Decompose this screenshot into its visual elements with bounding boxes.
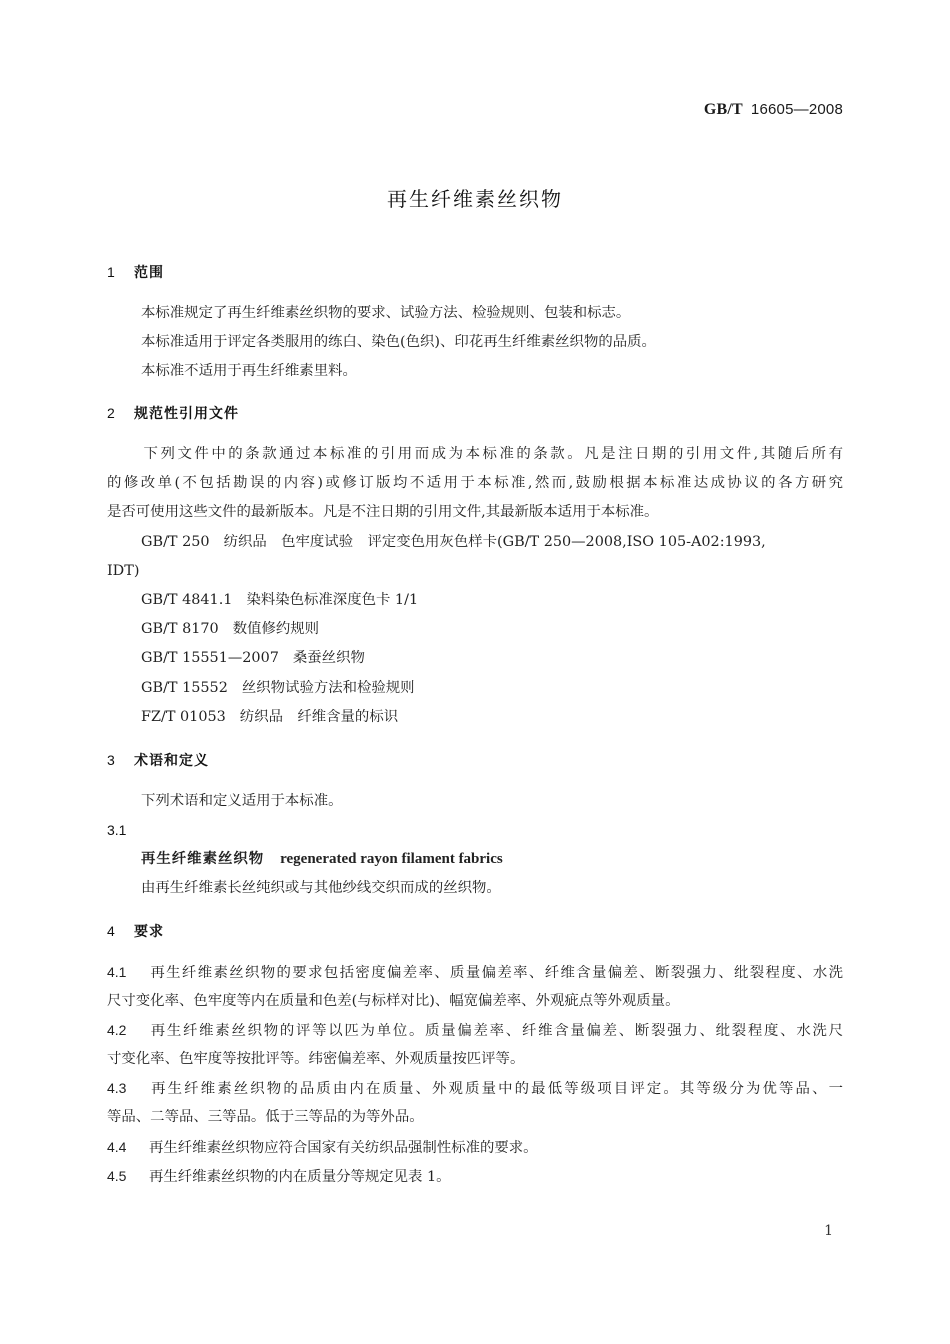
clause-text: 再生纤维素丝织物的要求包括密度偏差率、质量偏差率、纤维含量偏差、断裂强力、纰裂程度、水洗 bbox=[149, 965, 843, 981]
document-title: 再生纤维素丝织物 bbox=[387, 187, 563, 211]
section-heading-1 bbox=[107, 262, 164, 283]
text: 下列文件中的条款通过本标准的引用而成为本标准的条款。凡是注日期的引用文件,其随后所有 bbox=[141, 446, 843, 462]
clause-text: 再生纤维素丝织物的品质由内在质量、外观质量中的最低等级项目评定。其等级分为优等品、一 bbox=[149, 1081, 843, 1097]
clause-number: 4.2 bbox=[107, 1022, 127, 1038]
section-title: 规范性引用文件 bbox=[134, 406, 239, 422]
clause-4-2-line-1 bbox=[107, 1020, 843, 1041]
reference-continuation: IDT) bbox=[107, 563, 140, 579]
term-chinese: 再生纤维素丝织物 bbox=[141, 851, 265, 867]
clause-text: 再生纤维素丝织物的评等以匹为单位。质量偏差率、纤维含量偏差、断裂强力、纰裂程度、水洗尺 bbox=[149, 1023, 843, 1039]
section-number: 4 bbox=[107, 923, 115, 939]
clause-4-5 bbox=[107, 1166, 451, 1187]
reference-code: GB/T 8170 bbox=[141, 621, 219, 637]
clause-text: 再生纤维素丝织物的内在质量分等规定见表 1。 bbox=[149, 1169, 451, 1185]
paragraph-line: 是否可使用这些文件的最新版本。凡是不注日期的引用文件,其最新版本适用于本标准。 bbox=[107, 504, 659, 520]
reference-item bbox=[141, 707, 398, 727]
standard-number: 16605—2008 bbox=[750, 101, 843, 118]
reference-item bbox=[141, 619, 319, 639]
reference-title: 纺织品 纤维含量的标识 bbox=[239, 709, 399, 725]
reference-title: 染料染色标准深度色卡 1/1 bbox=[246, 592, 419, 608]
reference-item bbox=[141, 590, 418, 610]
reference-code: GB/T 250 bbox=[141, 534, 210, 550]
clause-4-2-line-2: 寸变化率、色牢度等按批评等。纬密偏差率、外观质量按匹评等。 bbox=[107, 1051, 525, 1067]
reference-code: FZ/T 01053 bbox=[141, 709, 226, 725]
section-heading-3 bbox=[107, 750, 209, 771]
clause-4-3-line-2: 等品、二等品、三等品。低于三等品的为等外品。 bbox=[107, 1109, 424, 1125]
clause-4-1-line-2: 尺寸变化率、色牢度等内在质量和色差(与标样对比)、幅宽偏差率、外观疵点等外观质量。 bbox=[107, 993, 680, 1009]
clause-number: 3.1 bbox=[107, 822, 127, 838]
reference-title: 桑蚕丝织物 bbox=[292, 650, 365, 666]
clause-number: 4.1 bbox=[107, 964, 127, 980]
clause-number: 4.4 bbox=[107, 1139, 127, 1155]
paragraph-line bbox=[107, 444, 843, 464]
clause-number: 4.3 bbox=[107, 1080, 127, 1096]
reference-item bbox=[141, 678, 415, 698]
paragraph: 本标准规定了再生纤维素丝织物的要求、试验方法、检验规则、包装和标志。 bbox=[141, 305, 631, 321]
paragraph: 本标准不适用于再生纤维素里料。 bbox=[141, 363, 357, 379]
paragraph: 下列术语和定义适用于本标准。 bbox=[141, 793, 343, 809]
page-number: 1 bbox=[824, 1223, 833, 1239]
section-heading-2 bbox=[107, 403, 239, 424]
paragraph-line: 的修改单(不包括勘误的内容)或修订版均不适用于本标准,然而,鼓励根据本标准达成协议的各方研究 bbox=[107, 475, 843, 491]
section-title: 要求 bbox=[134, 924, 164, 940]
standard-code bbox=[704, 100, 843, 119]
reference-title: 丝织物试验方法和检验规则 bbox=[241, 680, 415, 696]
reference-title: 数值修约规则 bbox=[232, 621, 320, 637]
section-title: 范围 bbox=[134, 265, 164, 281]
reference-code: GB/T 4841.1 bbox=[141, 592, 233, 608]
clause-number: 4.5 bbox=[107, 1168, 127, 1184]
clause-4-1-line-1 bbox=[107, 962, 843, 983]
term-definition: 由再生纤维素长丝纯织或与其他纱线交织而成的丝织物。 bbox=[141, 880, 501, 896]
reference-code: GB/T 15551—2007 bbox=[141, 650, 279, 666]
section-number: 3 bbox=[107, 752, 115, 768]
section-number: 2 bbox=[107, 405, 115, 421]
section-heading-4 bbox=[107, 921, 164, 942]
clause-4-3-line-1 bbox=[107, 1078, 843, 1099]
reference-item bbox=[141, 532, 843, 552]
reference-item bbox=[141, 648, 365, 668]
clause-4-4 bbox=[107, 1137, 538, 1158]
paragraph: 本标准适用于评定各类服用的练白、染色(色织)、印花再生纤维素丝织物的品质。 bbox=[141, 334, 656, 350]
reference-code: GB/T 15552 bbox=[141, 680, 228, 696]
term-number bbox=[107, 820, 134, 841]
term-english: regenerated rayon filament fabrics bbox=[280, 851, 503, 867]
standard-prefix: GB/T bbox=[703, 101, 743, 118]
term-entry bbox=[141, 849, 503, 869]
reference-title: 纺织品 色牢度试验 评定变色用灰色样卡(GB/T 250—2008,ISO 105-A02:1993, bbox=[223, 534, 766, 550]
section-title: 术语和定义 bbox=[134, 753, 209, 769]
clause-text: 再生纤维素丝织物应符合国家有关纺织品强制性标准的要求。 bbox=[149, 1140, 538, 1156]
section-number: 1 bbox=[107, 264, 115, 280]
